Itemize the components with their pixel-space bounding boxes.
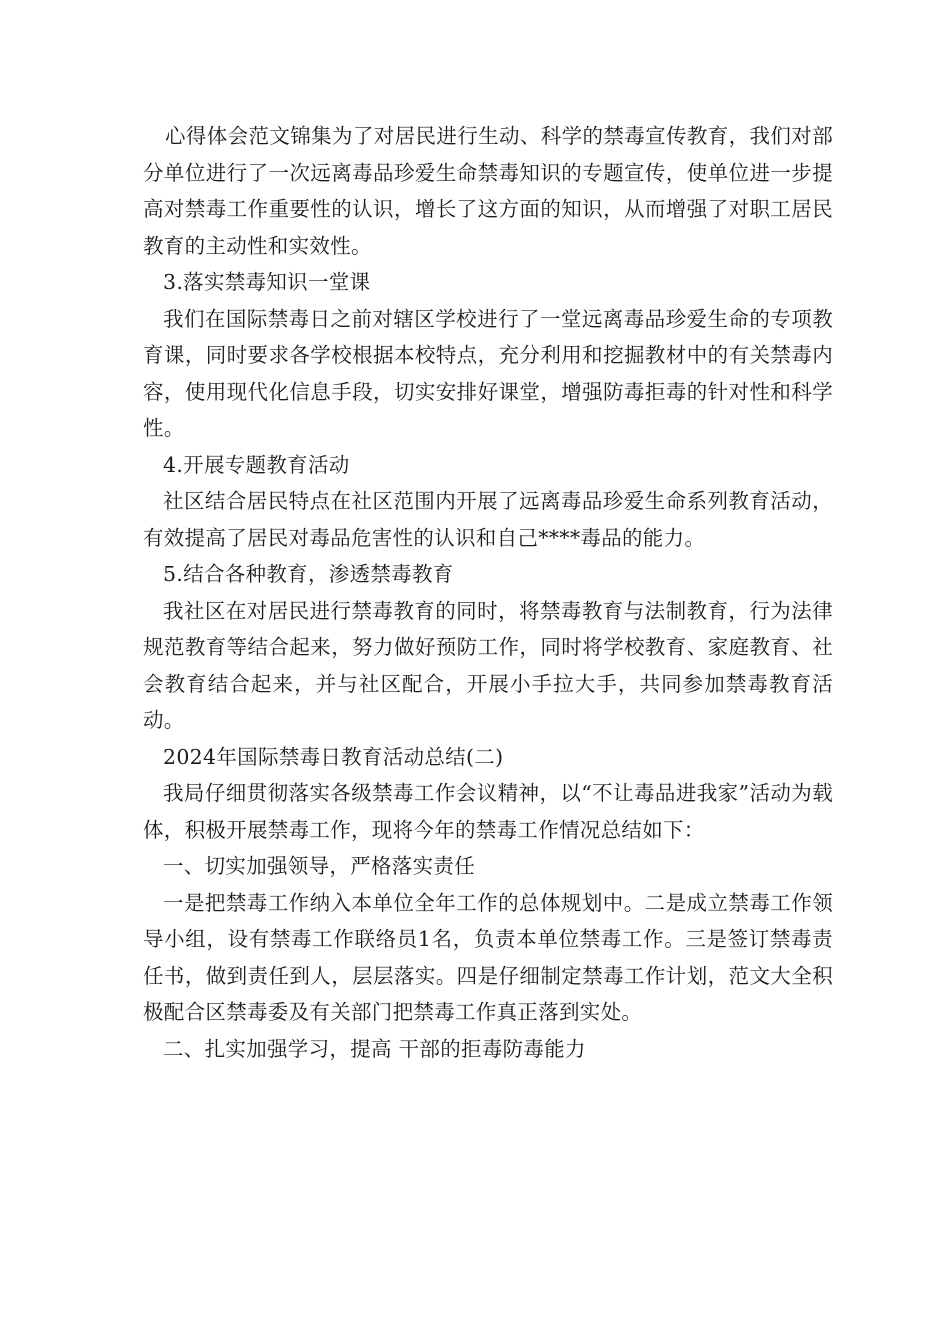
paragraph-section-4: 社区结合居民特点在社区范围内开展了远离毒品珍爱生命系列教育活动，有效提高了居民对毒品危害性的认识和自己****毒品的能力。: [143, 489, 833, 550]
heading-part-1: 一、切实加强领导，严格落实责任: [163, 854, 475, 878]
paragraph-section-5: 我社区在对居民进行禁毒教育的同时，将禁毒教育与法制教育，行为法律规范教育等结合起来，努力做好预防工作，同时将学校教育、家庭教育、社会教育结合起来，并与社区配合，开展小手拉大手，共同参加禁毒教育活动。: [143, 598, 833, 732]
paragraph-summary-intro: 我局仔细贯彻落实各级禁毒工作会议精神，以“不让毒品进我家”活动为载体，积极开展禁毒工作，现将今年的禁毒工作情况总结如下：: [143, 781, 833, 842]
heading-section-4: 4.开展专题教育活动: [163, 452, 350, 477]
document-subtitle: 2024年国际禁毒日教育活动总结(二): [163, 744, 504, 769]
heading-section-3: 3.落实禁毒知识一堂课: [163, 270, 371, 294]
paragraph-intro: 心得体会范文锦集为了对居民进行生动、科学的禁毒宣传教育，我们对部分单位进行了一次远离毒品珍爱生命禁毒知识的专题宣传，使单位进一步提高对禁毒工作重要性的认识，增长了这方面的知识，从而增强了对职工居民教育的主动性和实效性。: [143, 124, 833, 258]
document-body: [143, 118, 833, 1067]
paragraph-part-1: 一是把禁毒工作纳入本单位全年工作的总体规划中。二是成立禁毒工作领导小组，设有禁毒工作联络员1名，负责本单位禁毒工作。三是签订禁毒责任书，做到责任到人，层层落实。四是仔细制定禁毒工作计划，范文大全积极配合区禁毒委及有关部门把禁毒工作真正落到实处。: [143, 890, 833, 1024]
heading-section-5: 5.结合各种教育，渗透禁毒教育: [163, 562, 454, 586]
paragraph-section-3: 我们在国际禁毒日之前对辖区学校进行了一堂远离毒品珍爱生命的专项教育课，同时要求各学校根据本校特点，充分利用和挖掘教材中的有关禁毒内容，使用现代化信息手段，切实安排好课堂，增强防毒拒毒的针对性和科学性。: [143, 306, 833, 440]
heading-part-2: 二、扎实加强学习，提高 干部的拒毒防毒能力: [163, 1036, 586, 1061]
